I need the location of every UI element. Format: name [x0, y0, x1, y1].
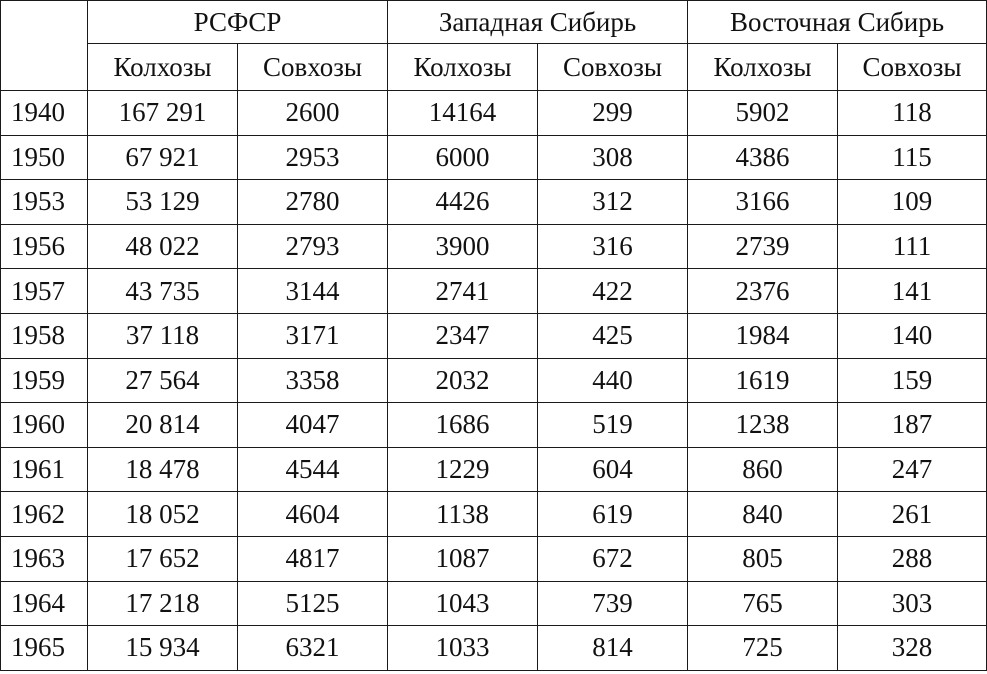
- east-siberia-sovkhozy-cell: 140: [838, 313, 987, 358]
- rsfsr-kolkhozy-cell: 15 934: [88, 626, 238, 671]
- year-cell: 1959: [1, 358, 88, 403]
- table-row: [1, 447, 987, 492]
- year-cell: 1965: [1, 626, 88, 671]
- rsfsr-kolkhozy-cell: 43 735: [88, 269, 238, 314]
- west-siberia-sovkhozy-cell: 519: [538, 403, 688, 448]
- west-siberia-kolkhozy-cell: 2347: [388, 313, 538, 358]
- east-siberia-kolkhozy-cell: 860: [688, 447, 838, 492]
- table-row: [1, 91, 987, 136]
- east-siberia-kolkhozy-cell: 1984: [688, 313, 838, 358]
- year-cell: 1956: [1, 224, 88, 269]
- east-siberia-sovkhozy-cell: 261: [838, 492, 987, 537]
- west-siberia-kolkhozy-cell: 6000: [388, 135, 538, 180]
- rsfsr-kolkhozy-cell: 17 652: [88, 536, 238, 581]
- rsfsr-kolkhozy-cell: 20 814: [88, 403, 238, 448]
- rsfsr-kolkhozy-cell: 17 218: [88, 581, 238, 626]
- year-cell: 1964: [1, 581, 88, 626]
- west-siberia-kolkhozy-cell: 1033: [388, 626, 538, 671]
- rsfsr-sovkhozy-cell: 3358: [238, 358, 388, 403]
- subheader-sovkhozy: Совхозы: [538, 44, 688, 91]
- west-siberia-kolkhozy-cell: 2741: [388, 269, 538, 314]
- rsfsr-kolkhozy-cell: 53 129: [88, 180, 238, 225]
- rsfsr-kolkhozy-cell: 48 022: [88, 224, 238, 269]
- table-body: [1, 91, 987, 671]
- group-header-west-siberia: Западная Сибирь: [388, 1, 688, 44]
- rsfsr-sovkhozy-cell: 2953: [238, 135, 388, 180]
- table-row: [1, 269, 987, 314]
- rsfsr-sovkhozy-cell: 4544: [238, 447, 388, 492]
- corner-cell: [1, 1, 88, 91]
- east-siberia-sovkhozy-cell: 288: [838, 536, 987, 581]
- west-siberia-sovkhozy-cell: 604: [538, 447, 688, 492]
- west-siberia-kolkhozy-cell: 1087: [388, 536, 538, 581]
- year-cell: 1953: [1, 180, 88, 225]
- west-siberia-sovkhozy-cell: 619: [538, 492, 688, 537]
- west-siberia-sovkhozy-cell: 312: [538, 180, 688, 225]
- year-cell: 1958: [1, 313, 88, 358]
- east-siberia-kolkhozy-cell: 805: [688, 536, 838, 581]
- rsfsr-sovkhozy-cell: 3171: [238, 313, 388, 358]
- rsfsr-kolkhozy-cell: 18 052: [88, 492, 238, 537]
- table-row: [1, 492, 987, 537]
- east-siberia-sovkhozy-cell: 303: [838, 581, 987, 626]
- east-siberia-sovkhozy-cell: 111: [838, 224, 987, 269]
- rsfsr-kolkhozy-cell: 18 478: [88, 447, 238, 492]
- west-siberia-kolkhozy-cell: 1043: [388, 581, 538, 626]
- east-siberia-sovkhozy-cell: 115: [838, 135, 987, 180]
- table-row: [1, 581, 987, 626]
- east-siberia-kolkhozy-cell: 3166: [688, 180, 838, 225]
- west-siberia-sovkhozy-cell: 308: [538, 135, 688, 180]
- year-cell: 1963: [1, 536, 88, 581]
- rsfsr-sovkhozy-cell: 2793: [238, 224, 388, 269]
- table-row: [1, 135, 987, 180]
- west-siberia-sovkhozy-cell: 422: [538, 269, 688, 314]
- east-siberia-kolkhozy-cell: 2739: [688, 224, 838, 269]
- west-siberia-kolkhozy-cell: 14164: [388, 91, 538, 136]
- table-header: [1, 1, 987, 91]
- east-siberia-kolkhozy-cell: 4386: [688, 135, 838, 180]
- subheader-sovkhozy: Совхозы: [238, 44, 388, 91]
- east-siberia-kolkhozy-cell: 725: [688, 626, 838, 671]
- subheader-kolkhozy: Колхозы: [88, 44, 238, 91]
- rsfsr-sovkhozy-cell: 4047: [238, 403, 388, 448]
- west-siberia-sovkhozy-cell: 425: [538, 313, 688, 358]
- table-row: [1, 536, 987, 581]
- west-siberia-sovkhozy-cell: 440: [538, 358, 688, 403]
- subheader-sovkhozy: Совхозы: [838, 44, 987, 91]
- east-siberia-kolkhozy-cell: 1238: [688, 403, 838, 448]
- subheader-kolkhozy: Колхозы: [388, 44, 538, 91]
- west-siberia-kolkhozy-cell: 3900: [388, 224, 538, 269]
- west-siberia-kolkhozy-cell: 1686: [388, 403, 538, 448]
- rsfsr-sovkhozy-cell: 3144: [238, 269, 388, 314]
- year-cell: 1950: [1, 135, 88, 180]
- rsfsr-sovkhozy-cell: 2600: [238, 91, 388, 136]
- east-siberia-kolkhozy-cell: 765: [688, 581, 838, 626]
- east-siberia-kolkhozy-cell: 840: [688, 492, 838, 537]
- west-siberia-sovkhozy-cell: 299: [538, 91, 688, 136]
- east-siberia-sovkhozy-cell: 109: [838, 180, 987, 225]
- east-siberia-kolkhozy-cell: 1619: [688, 358, 838, 403]
- west-siberia-kolkhozy-cell: 2032: [388, 358, 538, 403]
- west-siberia-sovkhozy-cell: 814: [538, 626, 688, 671]
- east-siberia-sovkhozy-cell: 187: [838, 403, 987, 448]
- rsfsr-sovkhozy-cell: 4817: [238, 536, 388, 581]
- rsfsr-sovkhozy-cell: 6321: [238, 626, 388, 671]
- west-siberia-sovkhozy-cell: 316: [538, 224, 688, 269]
- table-row: [1, 224, 987, 269]
- east-siberia-sovkhozy-cell: 328: [838, 626, 987, 671]
- subheader-kolkhozy: Колхозы: [688, 44, 838, 91]
- west-siberia-sovkhozy-cell: 672: [538, 536, 688, 581]
- year-cell: 1962: [1, 492, 88, 537]
- rsfsr-kolkhozy-cell: 67 921: [88, 135, 238, 180]
- table-row: [1, 180, 987, 225]
- west-siberia-kolkhozy-cell: 1138: [388, 492, 538, 537]
- table-row: [1, 358, 987, 403]
- group-header-rsfsr: РСФСР: [88, 1, 388, 44]
- group-header-east-siberia: Восточная Сибирь: [688, 1, 987, 44]
- rsfsr-kolkhozy-cell: 167 291: [88, 91, 238, 136]
- east-siberia-sovkhozy-cell: 159: [838, 358, 987, 403]
- west-siberia-sovkhozy-cell: 739: [538, 581, 688, 626]
- table-row: [1, 313, 987, 358]
- year-cell: 1940: [1, 91, 88, 136]
- rsfsr-kolkhozy-cell: 37 118: [88, 313, 238, 358]
- east-siberia-kolkhozy-cell: 5902: [688, 91, 838, 136]
- table-row: [1, 403, 987, 448]
- rsfsr-sovkhozy-cell: 4604: [238, 492, 388, 537]
- east-siberia-sovkhozy-cell: 247: [838, 447, 987, 492]
- year-cell: 1960: [1, 403, 88, 448]
- rsfsr-sovkhozy-cell: 2780: [238, 180, 388, 225]
- east-siberia-kolkhozy-cell: 2376: [688, 269, 838, 314]
- header-row-subheaders: [1, 44, 987, 91]
- rsfsr-sovkhozy-cell: 5125: [238, 581, 388, 626]
- year-cell: 1957: [1, 269, 88, 314]
- year-cell: 1961: [1, 447, 88, 492]
- west-siberia-kolkhozy-cell: 1229: [388, 447, 538, 492]
- table-row: [1, 626, 987, 671]
- rsfsr-kolkhozy-cell: 27 564: [88, 358, 238, 403]
- west-siberia-kolkhozy-cell: 4426: [388, 180, 538, 225]
- east-siberia-sovkhozy-cell: 118: [838, 91, 987, 136]
- east-siberia-sovkhozy-cell: 141: [838, 269, 987, 314]
- header-row-groups: [1, 1, 987, 44]
